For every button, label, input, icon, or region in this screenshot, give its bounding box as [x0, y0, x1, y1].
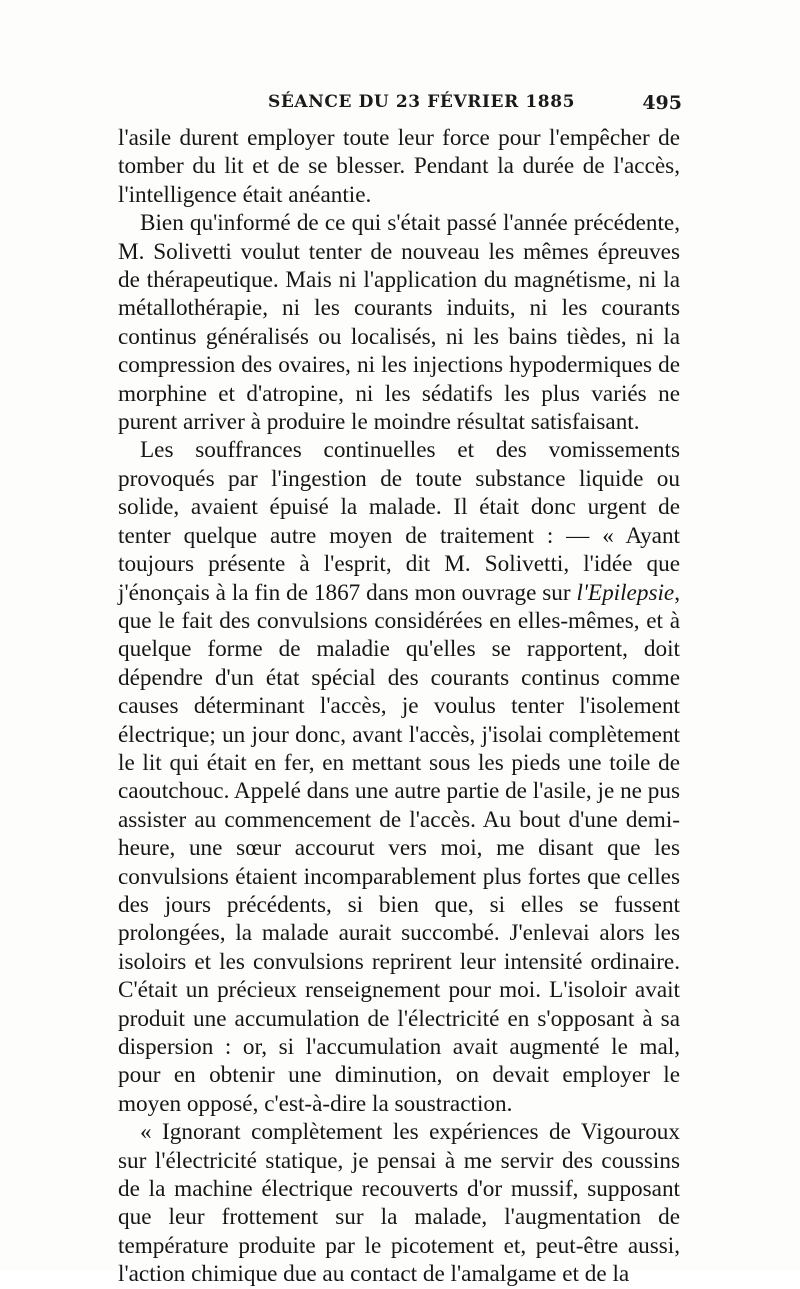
paragraph-continuation: l'asile durent employer toute leur force pour l'empêcher de tomber du lit et de se blesser. Pendant la durée de l'accès, l'intelligence était anéantie.	[118, 125, 680, 208]
paragraph-isolation-text-after: , que le fait des convulsions considérées en elles-mêmes, et à quelque forme de maladie qu'elles se rapportent, doit dépendre d'un état spécial des courants continus comme causes déterminant l'accès, je voulus tenter l'isolement électrique; un jour donc, avant l'accès, j'isolai complètement le lit qui était en fer, en mettant sous les pieds une toile de caoutchouc. Appelé dans une autre partie de l'asile, je ne pus assister au commencement de l'accès. Au bout d'une demi-heure, une sœur accourut vers moi, me disant que les convulsions étaient incomparablement plus fortes que celles des jours précédents, si bien que, si elles se fussent prolongées, la malade aurait succombé. J'enlevai alors les isoloirs et les convulsions reprirent leur intensité ordinaire. C'était un précieux renseignement pour moi. L'isoloir avait produit une accumulation de l'électricité en s'opposant à sa dispersion : or, si l'accumulation avait augmenté le mal, pour en obtenir une diminution, on devait employer le moyen opposé, c'est-à-dire la soustraction.	[118, 579, 680, 1117]
paragraph-isolation	[118, 436, 680, 1118]
paragraph-therapeutics: Bien qu'informé de ce qui s'était passé l'année précédente, M. Solivetti voulut tenter de nouveau les mêmes épreuves de thérapeutique. Mais ni l'application du magnétisme, ni la métallothérapie, ni les courants induits, ni les courants continus généralisés ou localisés, ni les bains tièdes, ni la compression des ovaires, ni les injections hypodermiques de morphine et d'atropine, ni les sédatifs les plus variés ne purent arriver à produire le moindre résultat satisfaisant.	[118, 210, 680, 436]
running-head	[122, 92, 682, 118]
body-text	[118, 124, 680, 1289]
running-title: SÉANCE DU 23 FÉVRIER 1885	[268, 92, 576, 112]
page-number: 495	[642, 92, 682, 114]
book-title-italic: l'Epilepsie	[576, 579, 675, 606]
paragraph-isolation-text-before: Les souffrances continuelles et des vomissements provoqués par l'ingestion de toute substance liquide ou solide, avaient épuisé la malade. Il était donc urgent de tenter quelque autre moyen de traitement : — « Ayant toujours présente à l'esprit, dit M. Solivetti, l'idée que j'énonçais à la fin de 1867 dans mon ouvrage sur	[118, 437, 680, 606]
paragraph-static-electricity: « Ignorant complètement les expériences de Vigouroux sur l'électricité statique, je pensai à me servir des coussins de la machine électrique recouverts d'or mussif, supposant que leur frottement sur la malade, l'augmentation de température produite par le picotement et, peut-être aussi, l'action chimique due au contact de l'amalgame et de la	[118, 1119, 680, 1288]
